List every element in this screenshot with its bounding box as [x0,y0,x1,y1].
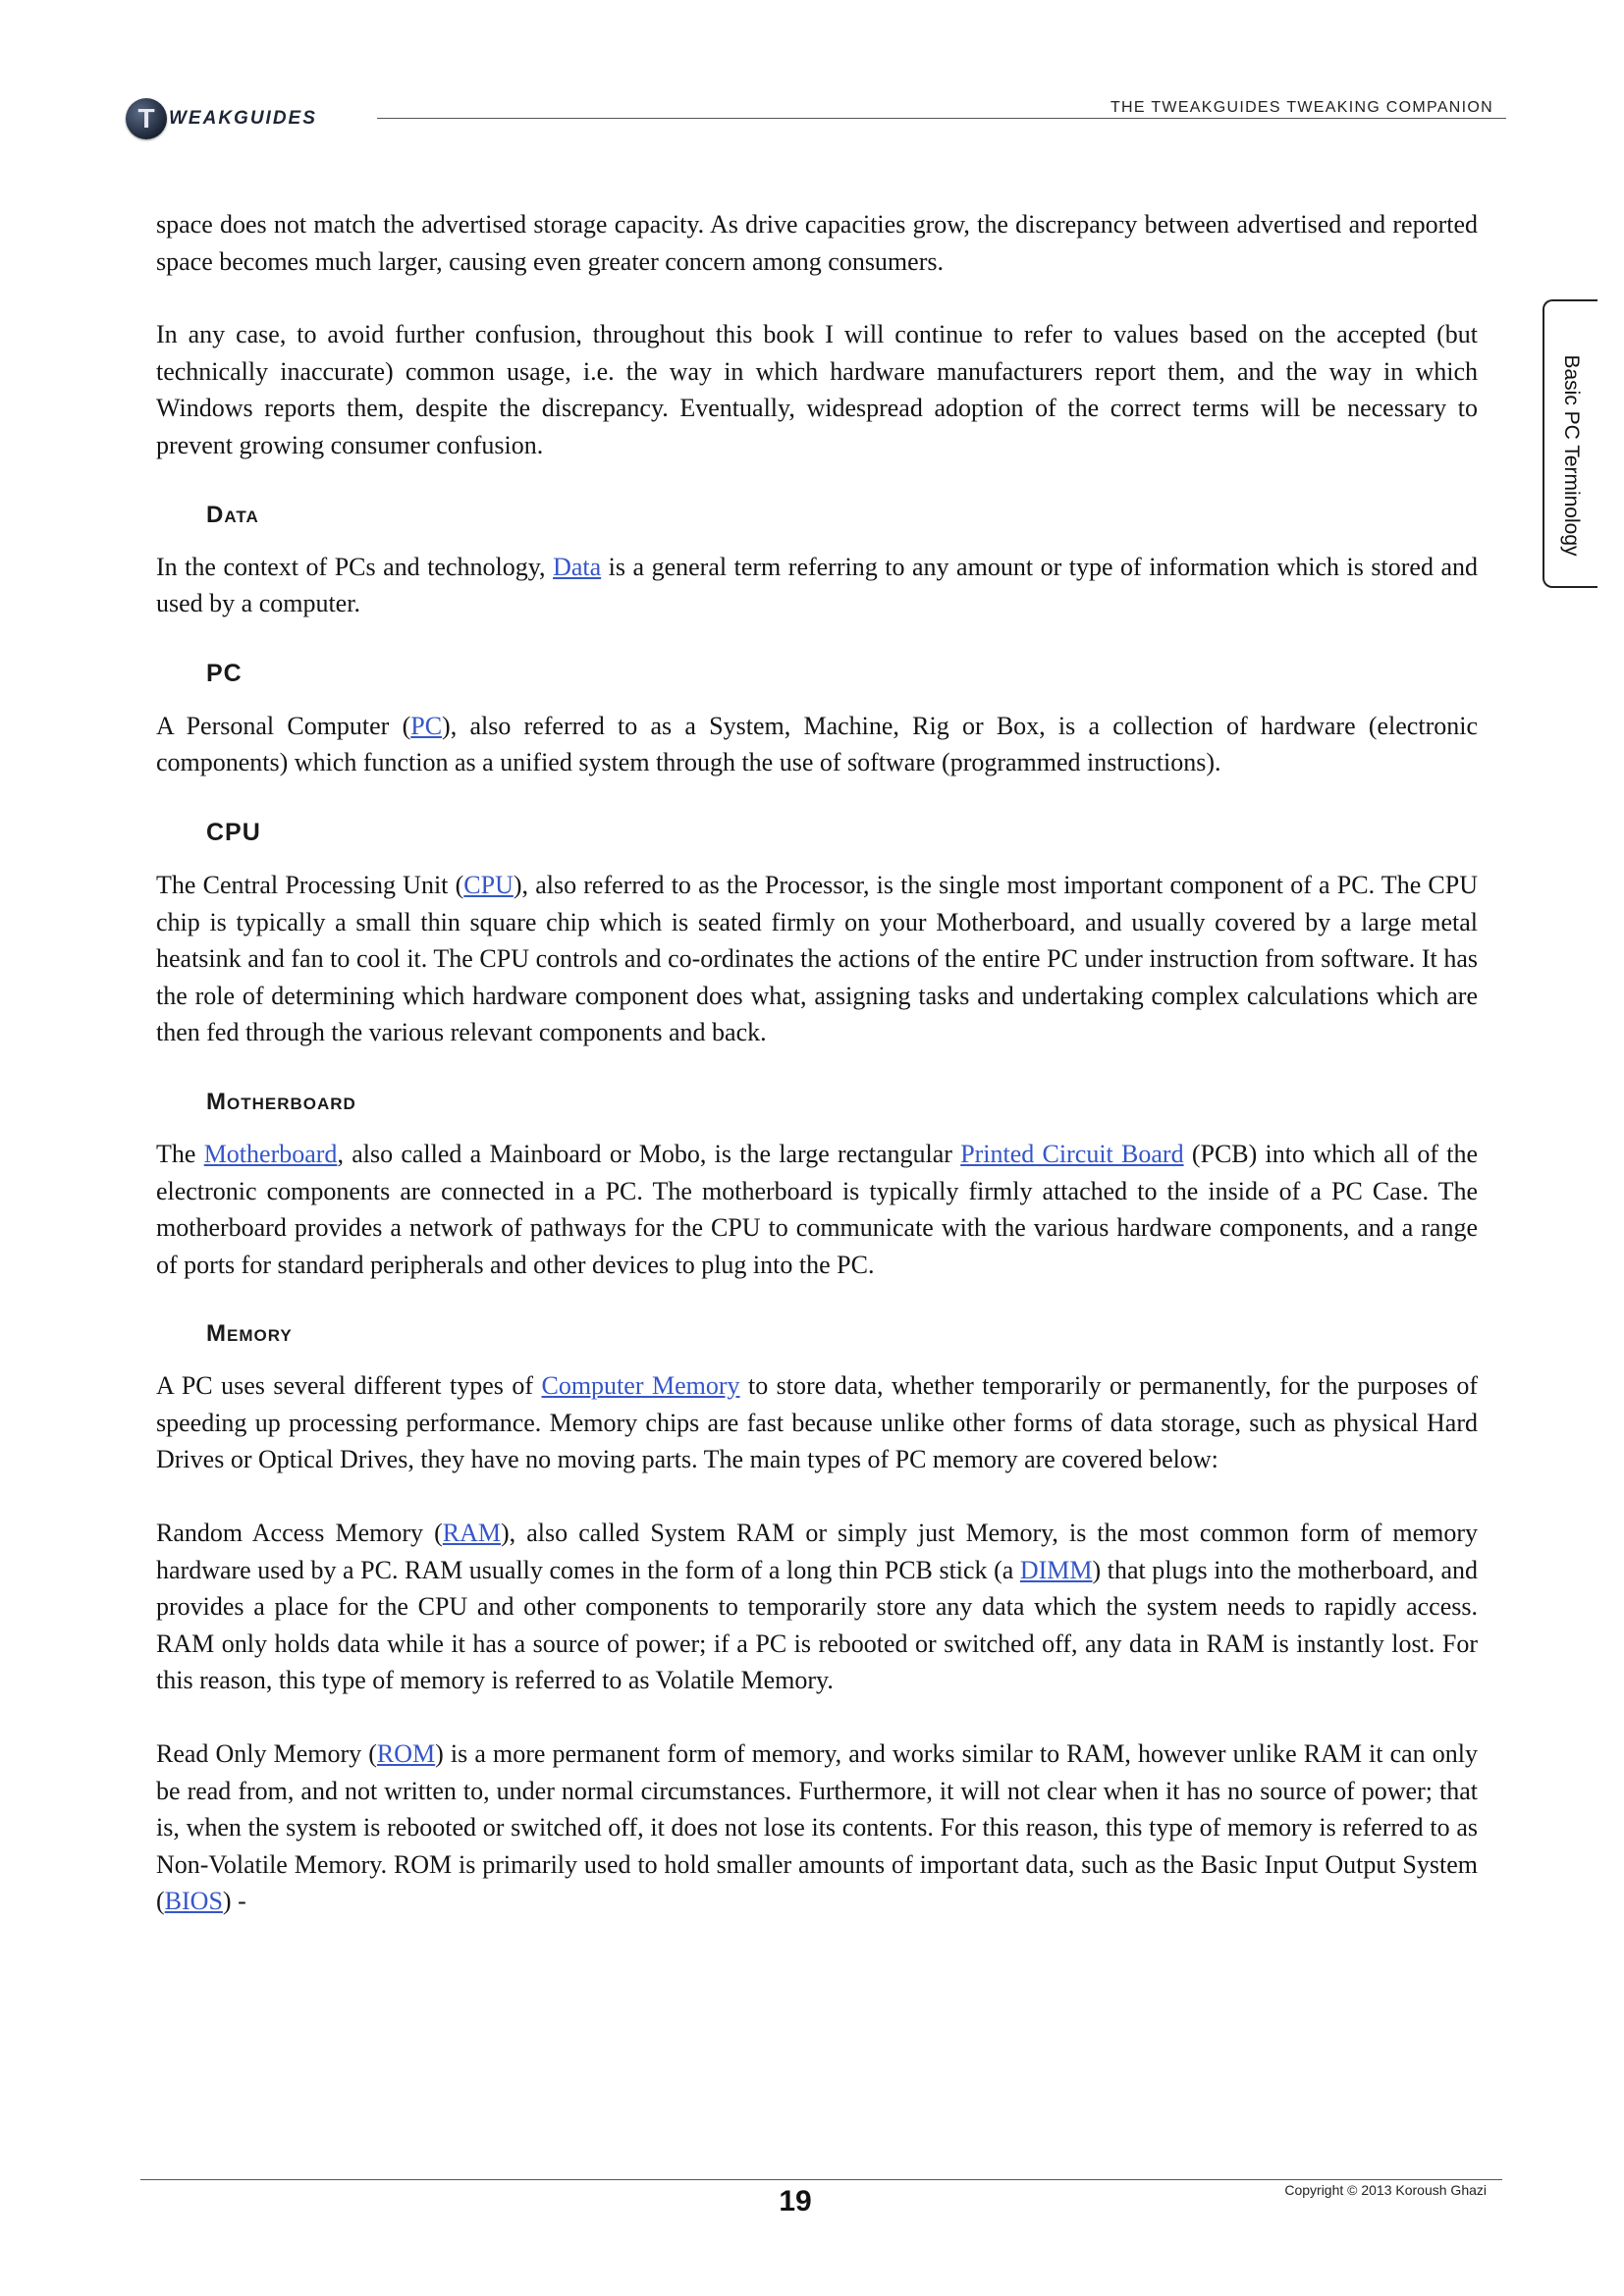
paragraph-pc: A Personal Computer (PC), also referred to as a System, Machine, Rig or Box, is a collection of hardware (electronic components) which function as a unified system through the use of software (programmed instructions). [156,711,1478,777]
link-printed-circuit-board[interactable]: Printed Circuit Board [960,1139,1184,1168]
section-heading-data: Data [206,501,259,528]
logo-wordmark: WEAKGUIDES [169,108,317,129]
section-heading-pc: PC [206,659,243,687]
link-computer-memory[interactable]: Computer Memory [541,1371,740,1401]
paragraph-motherboard: The Motherboard, also called a Mainboard or Mobo, is the large rectangular Printed Circuit Board (PCB) into which all of the electronic components are connected in a PC. The motherboard is typically firmly attached to the inside of a PC Case. The motherboard provides a network of pathways for the CPU to communicate with the various hardware components, and a range of ports for standard peripherals and other devices to plug into the PC. [156,1139,1479,1279]
page-number: 19 [779,2185,812,2217]
link-pc[interactable]: PC [410,711,443,740]
header-divider [377,118,1506,119]
paragraph-terminology-usage: In any case, to avoid further confusion, throughout this book I will continue to refer to values based on the accepted (but technically inaccurate) common usage, i.e. the way in which hardware manufacturers report them, and the way in which Windows reports them, despite the discrepancy. Eventually, widespread adoption of the correct terms will be necessary to prevent growing consumer confusion. [156,320,1478,459]
section-heading-motherboard: Motherboard [206,1088,356,1115]
section-heading-memory: Memory [206,1320,293,1348]
running-header-title: THE TWEAKGUIDES TWEAKING COMPANION [1110,99,1493,116]
paragraph-storage-capacity: space does not match the advertised storage capacity. As drive capacities grow, the discrepancy between advertised and reported space becomes much larger, causing even greater concern among consumers. [156,210,1478,276]
paragraph-memory: A PC uses several different types of Computer Memory to store data, whether temporarily or permanently, for the purposes of speeding up processing performance. Memory chips are fast because unlike other forms of data storage, such as physical Hard Drives or Optical Drives, they have no moving parts. The main types of PC memory are covered below: [156,1371,1478,1474]
section-heading-cpu: CPU [206,818,261,846]
footer-divider [140,2179,1502,2180]
link-cpu[interactable]: CPU [463,870,514,899]
link-motherboard[interactable]: Motherboard [203,1139,338,1168]
page-header [0,0,1624,137]
link-data[interactable]: Data [553,552,602,581]
link-bios[interactable]: BIOS [164,1887,223,1916]
logo-letter: T [137,103,155,133]
tweakguides-logo [126,98,361,143]
link-rom[interactable]: ROM [376,1739,436,1769]
link-ram[interactable]: RAM [442,1519,501,1548]
paragraph-data: In the context of PCs and technology, Data is a general term referring to any amount or type of information which is stored and used by a computer. [156,552,1479,618]
paragraph-ram: Random Access Memory (RAM), also called System RAM or simply just Memory, is the most common form of memory hardware used by a PC. RAM usually comes in the form of a long thin PCB stick (a DIMM) that plugs into the motherboard, and provides a place for the CPU and other components to temporarily store any data which the system needs to rapidly access. RAM only holds data while it has a source of power; if a PC is rebooted or switched off, any data in RAM is instantly lost. For this reason, this type of memory is referred to as Volatile Memory. [156,1519,1478,1695]
chapter-side-tab-label: Basic PC Terminology [1560,354,1583,557]
link-dimm[interactable]: DIMM [1019,1555,1093,1584]
paragraph-cpu: The Central Processing Unit (CPU), also referred to as the Processor, is the single most important component of a PC. The CPU chip is typically a small thin square chip which is seated firmly on your Motherboard, and usually covered by a large metal heatsink and fan to cool it. The CPU controls and co-ordinates the actions of the entire PC under instruction from software. It has the role of determining which hardware component does what, assigning tasks and undertaking complex calculations which are then fed through the various relevant components and back. [156,870,1478,1047]
page-content [156,206,1478,1920]
paragraph-rom: Read Only Memory (ROM) is a more permanent form of memory, and works similar to RAM, however unlike RAM it can only be read from, and not written to, under normal circumstances. Furthermore, it will not clear when it has no source of power; that is, when the system is rebooted or switched off, it does not lose its contents. For this reason, this type of memory is referred to as Non-Volatile Memory. ROM is primarily used to hold smaller amounts of important data, such as the Basic Input Output System (BIOS) - [156,1739,1478,1916]
copyright-notice: Copyright © 2013 Koroush Ghazi [1284,2182,1487,2198]
